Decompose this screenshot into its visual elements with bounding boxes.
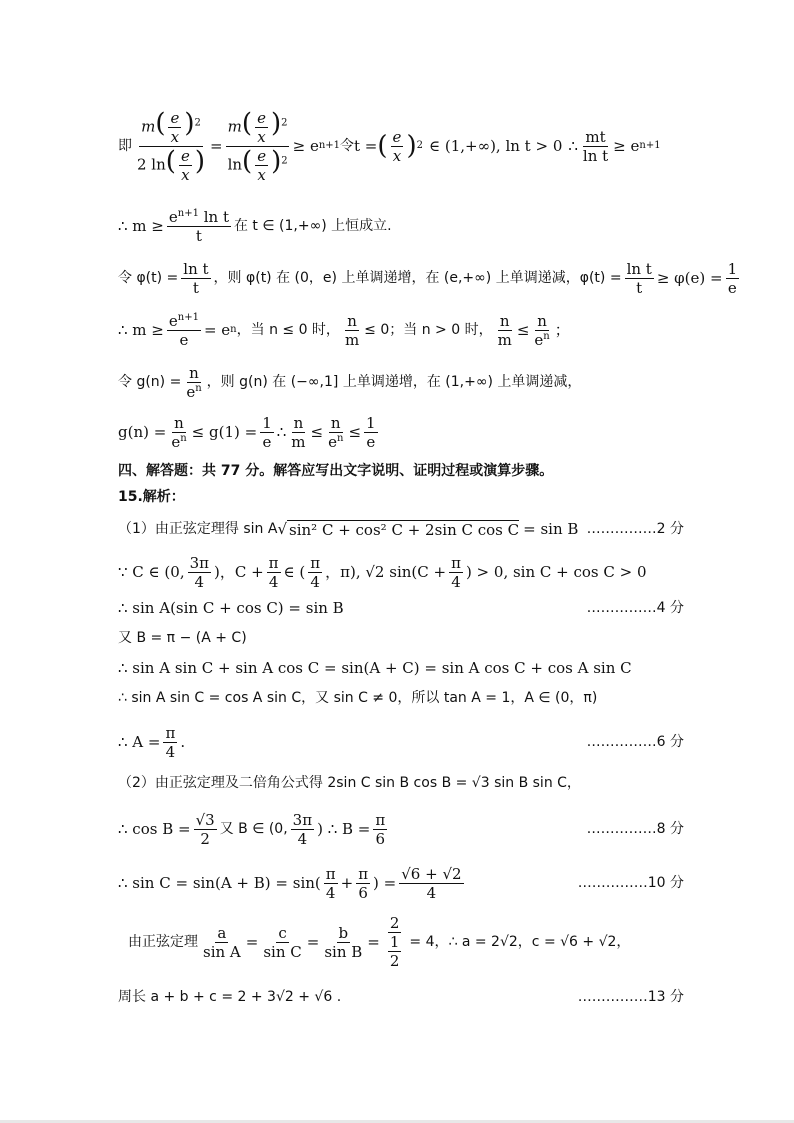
step-2: ∵ C ∈ (0, $\frac{3\pi}{4}$ )，C + $\frac{\pi}{4}$ ∈ ( $\frac{\pi}{4}$ ，π), √2 sin(C + $\frac{\pi}{4}$ ) > 0, sin C + cos C > 0 [118, 553, 647, 591]
step-5: ∴ sin A sin C + sin A cos C = sin(A + C) = sin A cos C + cos A sin C [118, 659, 632, 677]
score-2: ……………2 分 [586, 520, 684, 537]
ge-text: ≥ e [292, 137, 319, 155]
line-m-bound: ∴ m ≥ $\frac{e^{n+1} \ln t}{t}$ 在 t ∈ (1,+∞) 上恒成立. [118, 207, 392, 245]
line-cases: ∴ m ≥ $\frac{e^{n+1}}{e}$ = e n ，当 n ≤ 0 时， $\frac{n}{m}$ ≤ 0；当 n > 0 时， $\frac{n}{m}$ ≤ $\frac{n}{e^n}$ ； [118, 311, 570, 349]
let-text: 令 [340, 137, 355, 154]
step-1: （1）由正弦定理得 sin A √ sin² C + cos² C + 2sin C cos C = sin B ……………2 分 [118, 520, 684, 539]
score-13: ……………13 分 [577, 988, 684, 1005]
line-substitution: 即 m( $\frac{e}{x}$ )$^2$ 2 ln( $\frac{e}{x}$ ) = m( $\frac{e}{x}$ )$^2$ ln( $\frac{e}{x}$ )$^2$ ≥ e n+1 令 t = ( $\frac{e}{x}$ ) 2 ∈ (1,+∞), ln t > 0 ∴ $\frac{mt}{\text{ln t}}$ ≥ e n+1 [118, 108, 661, 184]
question-label: 15.解析： [118, 488, 185, 505]
line-g-bound: g(n) = $\frac{n}{e^n}$ ≤ g(1) = $\frac{1}{e}$ ∴ $\frac{n}{m}$ ≤ $\frac{n}{e^n}$ ≤ $\frac{1}{e}$ [118, 413, 376, 451]
step-7: ∴ A = $\frac{\pi}{4}$ . ……………6 分 [118, 723, 684, 761]
step-3: ∴ sin A(sin C + cos C) = sin B ……………4 分 [118, 599, 684, 617]
score-8: ……………8 分 [586, 820, 684, 837]
step-6: ∴ sin A sin C = cos A sin C，又 sin C ≠ 0，所以 tan A = 1，A ∈ (0，π) [118, 689, 598, 706]
line-phi: 令 φ(t) = $\frac{\text{ln t}}{t}$ ，则 φ(t) 在 (0，e) 上单调递增，在 (e,+∞) 上单调递减，φ(t) = $\frac{\text{ln t}}{t}$ ≥ φ(e) = $\frac{1}{e}$ [118, 259, 738, 297]
therefore-sign: ∴ [568, 137, 578, 155]
score-10: ……………10 分 [577, 874, 684, 891]
section-heading: 四、解答题：共 77 分。解答应写出文字说明、证明过程或演算步骤。 [118, 462, 554, 479]
fraction-left: m( $\frac{e}{x}$ )$^2$ 2 ln( $\frac{e}{x}$ ) [137, 108, 205, 184]
fraction-mt: $\frac{mt}{\text{ln t}}$ [582, 127, 609, 165]
prefix-text: 即 [118, 137, 132, 154]
range-text: ∈ (1,+∞), ln t > 0 [428, 137, 563, 155]
score-4: ……………4 分 [586, 599, 684, 616]
equals-sign: = [209, 137, 223, 155]
fraction-bound: $\frac{e^{n+1} \ln t}{t}$ [168, 207, 229, 245]
step-12: 周长 a + b + c = 2 + 3√2 + √6 . ……………13 分 [118, 988, 684, 1005]
t-def: t = [354, 137, 378, 155]
step-10: ∴ sin C = sin(A + B) = sin( $\frac{\pi}{4}$ + $\frac{\pi}{6}$ ) = $\frac{√6 + √2}{4}$ ……………10 分 [118, 864, 684, 902]
step-8: （2）由正弦定理及二倍角公式得 2sin C sin B cos B = √3 sin B sin C， [118, 774, 581, 791]
line-g-def: 令 g(n) = $\frac{n}{e^n}$ ，则 g(n) 在 (−∞,1] 上单调递增，在 (1,+∞) 上单调递减， [118, 363, 582, 401]
score-6: ……………6 分 [586, 733, 684, 750]
fraction-middle: m( $\frac{e}{x}$ )$^2$ ln( $\frac{e}{x}$ )$^2$ [227, 108, 288, 184]
step-4: 又 B = π − (A + C) [118, 629, 247, 646]
step-11: 由正弦定理 $\frac{a}{\text{sin A}}$ = $\frac{c}{\text{sin C}}$ = $\frac{b}{\text{sin B}}$ = $\frac{2}{\frac{1}{2}}$ = 4，∴ a = 2√2，c = √6 + √2， [128, 914, 631, 970]
step-9: ∴ cos B = $\frac{√3}{2}$ 又 B ∈ (0, $\frac{3\pi}{4}$ ) ∴ B = $\frac{\pi}{6}$ ……………8 分 [118, 810, 684, 848]
